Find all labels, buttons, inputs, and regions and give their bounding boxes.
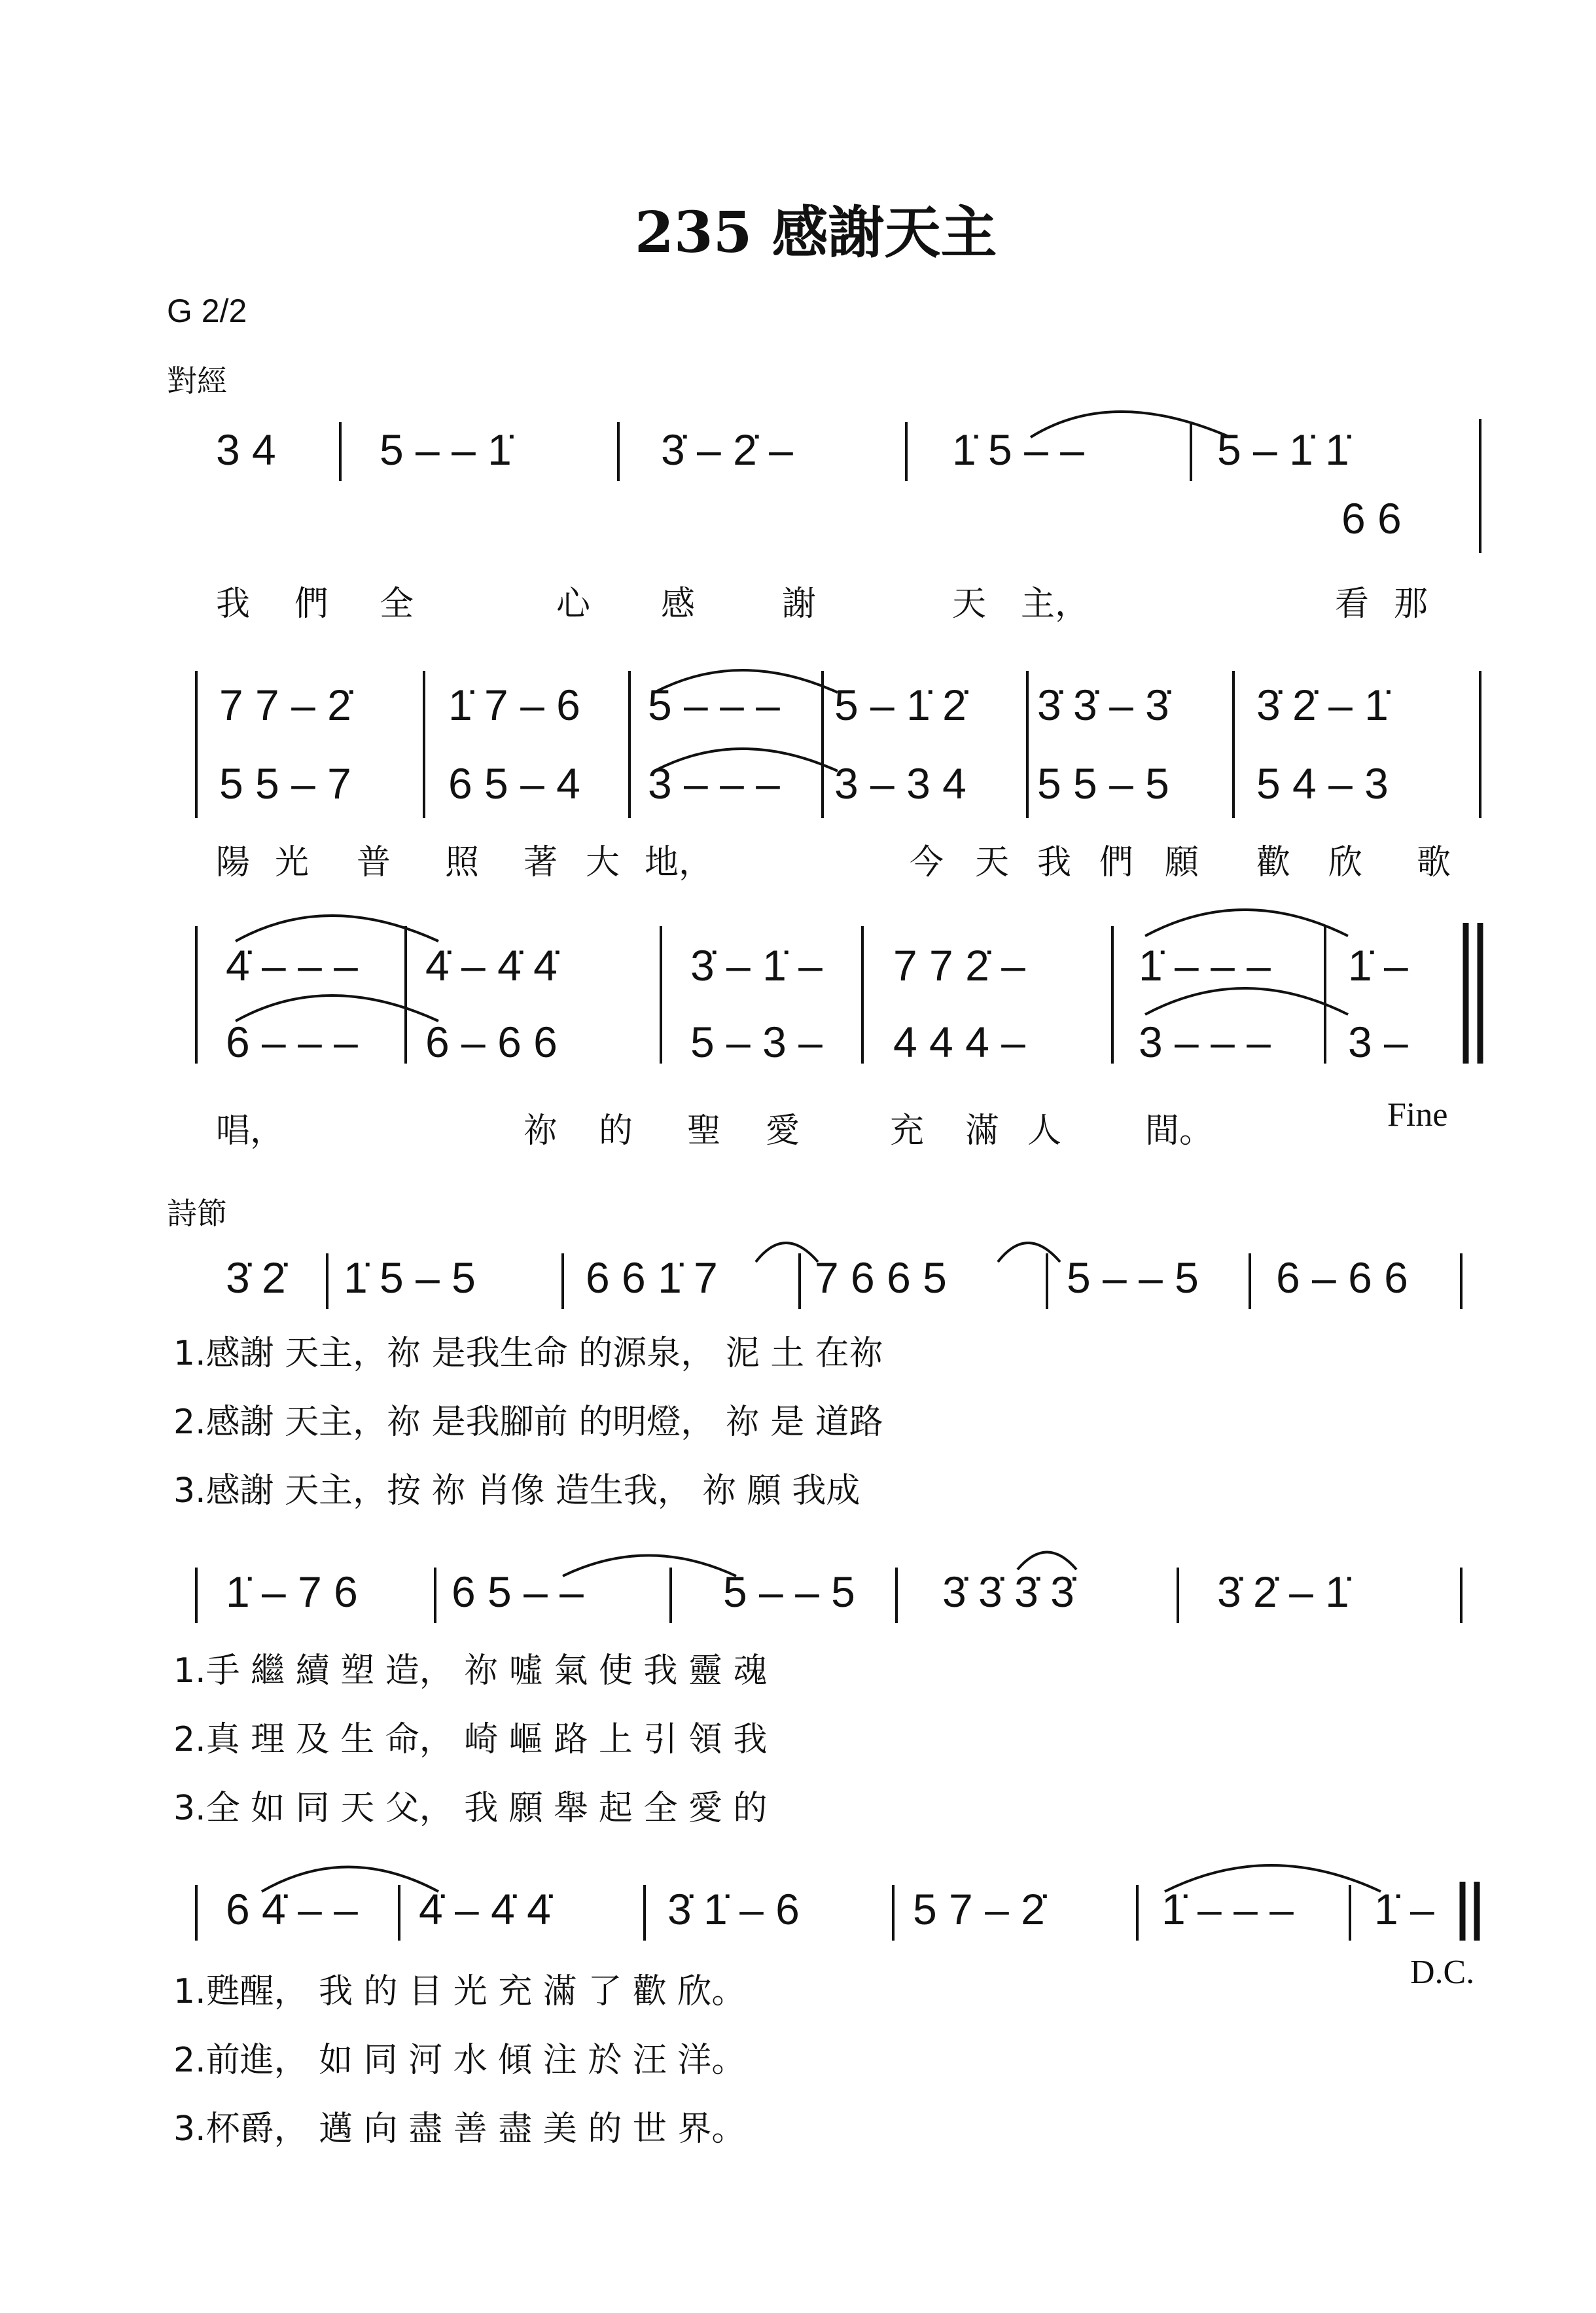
- notation-text: 3 – – –: [648, 759, 780, 808]
- notation-text: 欣: [1328, 843, 1363, 882]
- notation-text: 們: [294, 584, 329, 624]
- notation-text: 3 – 3 4: [834, 759, 966, 808]
- notation-text: 地，: [645, 843, 713, 882]
- notation-text: 5 4 – 3: [1256, 759, 1389, 808]
- notation-text: 天: [952, 584, 987, 624]
- notation-text: 1.甦醒， 我 的 目 光 充 滿 了 歡 欣。: [173, 1972, 746, 2011]
- notation-text: 光: [275, 843, 310, 882]
- notation-text: 歡: [1256, 843, 1291, 882]
- notation-text: 充: [890, 1111, 925, 1151]
- notation-text: 3̇ – 1̇ –: [690, 941, 823, 990]
- notation-text: 看: [1335, 584, 1370, 624]
- notation-text: 5 7 – 2̇: [913, 1885, 1045, 1933]
- measure: 3̇ – 2̇ –: [661, 425, 793, 474]
- notation-text: 3.杯爵， 邁 向 盡 善 盡 美 的 世 界。: [173, 2109, 746, 2149]
- notation-text: 5 – 3 –: [690, 1018, 823, 1066]
- section-label-refrain: 對經: [167, 363, 227, 399]
- verse-lyrics-2: [173, 1651, 767, 1828]
- notation-text: 謝: [782, 584, 817, 624]
- notation-text: 那: [1394, 584, 1428, 624]
- notation-text: 唱，: [216, 1111, 285, 1151]
- refrain-lyrics-2: [216, 843, 1451, 882]
- notation-text: 們: [1099, 843, 1134, 882]
- notation-text: 1̇ 5 – 5: [344, 1253, 476, 1302]
- notation-text: 今: [910, 843, 944, 882]
- notation-text: 1̇ – – –: [1162, 1885, 1294, 1933]
- notation-text: 我: [216, 584, 251, 624]
- verse-system-2: [173, 1552, 1461, 1829]
- dc-mark: D.C.: [1410, 1954, 1475, 1991]
- notation-text: 1̇ – – –: [1139, 941, 1271, 990]
- notation-text: 願: [1165, 843, 1199, 882]
- notation-text: 人: [1027, 1111, 1062, 1151]
- refrain-system-3: [196, 910, 1480, 1151]
- notation-text: 陽: [216, 843, 251, 882]
- notation-text: 7 7 2̇ –: [893, 941, 1025, 990]
- notation-text: 6 5 – 4: [448, 759, 580, 808]
- notation-text: 6 – 6 6: [425, 1018, 558, 1066]
- refrain-system-1: [216, 412, 1480, 624]
- measure: 3 4: [216, 425, 276, 474]
- notation-text: 普: [357, 843, 391, 882]
- notation-text: 4̇ – 4̇ 4̇: [425, 941, 558, 990]
- notation-text: 我: [1037, 843, 1072, 882]
- refrain-system-2: [196, 670, 1480, 882]
- notation-text: 3.感謝 天主，按 祢 肖像 造生我， 祢 願 我成: [173, 1471, 860, 1511]
- notation-text: 5 – – 5: [1067, 1253, 1199, 1302]
- notation-text: 愛: [766, 1111, 800, 1151]
- notation-text: 間。: [1145, 1111, 1214, 1151]
- notation-text: 3̇ 2̇: [226, 1253, 286, 1302]
- song-title: 235 感謝天主: [635, 200, 997, 266]
- notation-text: 天: [975, 843, 1010, 882]
- notation-text: 1.手 繼 續 塑 造， 祢 噓 氣 使 我 靈 魂: [173, 1651, 768, 1691]
- measure-lower: 6 6: [1341, 494, 1402, 543]
- notation-text: 5 5 – 5: [1037, 759, 1169, 808]
- notation-text: 4̇ – 4̇ 4̇: [419, 1885, 551, 1933]
- notation-text: 2.感謝 天主，祢 是我腳前 的明燈， 祢 是 道路: [173, 1403, 883, 1442]
- notation-text: 3̇ 1̇ – 6: [667, 1885, 800, 1933]
- verse-system-1: [173, 1243, 1461, 1511]
- notation-text: 的: [599, 1111, 633, 1151]
- notation-text: 3.全 如 同 天 父， 我 願 舉 起 全 愛 的: [173, 1789, 768, 1828]
- refrain-lyrics-3: [216, 1111, 1213, 1151]
- verse-lyrics-3: [173, 1972, 745, 2149]
- measure: 5 – 1̇ 1̇: [1217, 425, 1349, 474]
- measure: 5 – – 1̇: [380, 425, 512, 474]
- notation-text: 6 6 1̇ 7: [586, 1253, 718, 1302]
- section-label-verses: 詩節: [167, 1196, 227, 1231]
- notation-text: 主，: [1021, 584, 1090, 624]
- notation-text: 7 6 6 5: [815, 1253, 947, 1302]
- notation-text: 3 –: [1348, 1018, 1408, 1066]
- notation-text: 感: [661, 584, 696, 624]
- verse-system-3: [173, 1865, 1477, 2149]
- notation-text: 5 – – –: [648, 681, 780, 729]
- notation-text: 3 – – –: [1139, 1018, 1271, 1066]
- key-signature: G 2/2: [167, 293, 247, 329]
- notation-text: 2.前進， 如 同 河 水 傾 注 於 汪 洋。: [173, 2041, 746, 2080]
- notation-text: 3̇ 3̇ – 3̇: [1037, 681, 1169, 729]
- measure: 1̇ 5 – –: [952, 425, 1084, 474]
- notation-text: 1̇ 7 – 6: [448, 681, 580, 729]
- notation-text: 著: [523, 843, 558, 882]
- notation-text: 3̇ 3̇ 3̇ 3̇: [942, 1568, 1074, 1616]
- notation-text: 5 – 1̇ 2̇: [834, 681, 966, 729]
- notation-text: 2.真 理 及 生 命， 崎 嶇 路 上 引 領 我: [173, 1720, 768, 1759]
- verse-lyrics-1: [173, 1334, 883, 1511]
- notation-text: 4̇ – – –: [226, 941, 358, 990]
- notation-text: 祢: [523, 1111, 558, 1151]
- notation-text: 6 – 6 6: [1276, 1253, 1408, 1302]
- fine-mark: Fine: [1387, 1096, 1448, 1134]
- notation-text: 心: [556, 584, 591, 624]
- notation-text: 1̇ – 7 6: [226, 1568, 358, 1616]
- notation-text: 聖: [687, 1111, 722, 1151]
- notation-text: 1̇ –: [1374, 1885, 1434, 1933]
- notation-text: 全: [380, 584, 414, 624]
- notation-text: 6 5 – –: [452, 1568, 584, 1616]
- notation-text: 6 4̇ – –: [226, 1885, 358, 1933]
- notation-text: 1.感謝 天主，祢 是我生命 的源泉， 泥 土 在祢: [173, 1334, 883, 1373]
- notation-text: 歌: [1417, 843, 1451, 882]
- notation-text: 大: [586, 843, 620, 882]
- notation-text: 5 – – 5: [723, 1568, 855, 1616]
- notation-text: 3̇ 2̇ – 1̇: [1217, 1568, 1349, 1616]
- notation-text: 7 7 – 2̇: [219, 681, 351, 729]
- refrain-lyrics-1: [216, 584, 1428, 624]
- notation-text: 6 – – –: [226, 1018, 358, 1066]
- notation-text: 1̇ –: [1348, 941, 1408, 990]
- notation-text: 5 5 – 7: [219, 759, 351, 808]
- notation-text: 4 4 4 –: [893, 1018, 1025, 1066]
- notation-text: 照: [445, 843, 480, 882]
- notation-text: 滿: [965, 1111, 1000, 1151]
- notation-text: 3̇ 2̇ – 1̇: [1256, 681, 1389, 729]
